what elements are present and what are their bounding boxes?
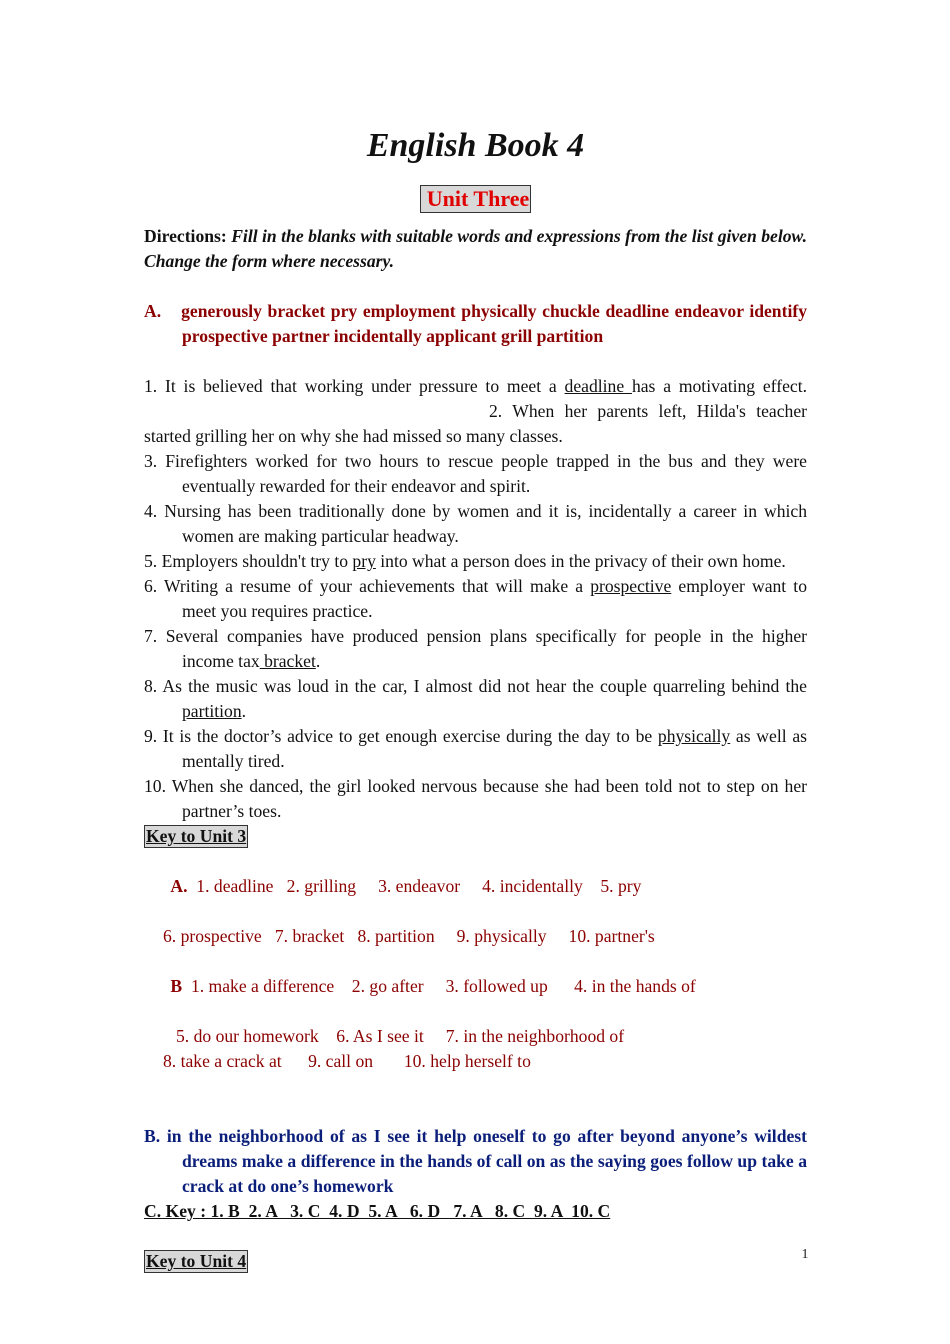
page-number: 1 xyxy=(801,1247,809,1262)
spacer xyxy=(144,1224,807,1249)
key-c: C. Key : 1. B 2. A 3. C 4. D 5. A 6. D 7. A 8. C 9. A 10. C xyxy=(144,1201,611,1221)
word-list-a-label: A. xyxy=(144,301,162,321)
spacer xyxy=(144,274,807,299)
answer-word: physically xyxy=(657,726,731,746)
directions xyxy=(144,224,807,274)
key-unit-4-heading xyxy=(144,1249,807,1274)
unit-heading: Unit Three xyxy=(420,185,531,213)
answer-word: prospective xyxy=(590,576,672,596)
document-body xyxy=(144,224,807,1274)
sentence-text: 9. It is the doctor’s advice to get enough exercise during the day to be xyxy=(144,726,658,746)
sentence-4: 4. Nursing has been traditionally done by women and it is, incidentally a career in which women are making particular headway. xyxy=(144,501,807,546)
key-3-b-label: B xyxy=(170,976,183,996)
sentence-text: as well as mentally tired. xyxy=(182,726,807,771)
key-3-b-line-2: 5. do our homework 6. As I see it 7. in the neighborhood of xyxy=(176,1026,625,1046)
key-3-a-line-1 xyxy=(144,849,807,924)
key-3-b-answers: 1. make a difference 2. go after 3. followed up 4. in the hands of xyxy=(182,976,696,996)
sentence-2: 2. When her parents left, Hilda's teacher started grilling her on why she had missed so many classes. xyxy=(144,401,807,446)
unit-heading-wrap xyxy=(144,185,807,213)
key-3-a-line-2: 6. prospective 7. bracket 8. partition 9. physically 10. partner's xyxy=(163,926,655,946)
word-list-b xyxy=(144,1124,807,1199)
sentence-1 xyxy=(144,374,807,449)
answer-word: bracket xyxy=(259,651,316,671)
sentence-8 xyxy=(144,674,807,724)
sentence-7 xyxy=(144,624,807,674)
key-3-a-label: A. xyxy=(170,876,188,896)
directions-text: Fill in the blanks with suitable words and expressions from the list given below. Change the form where necessary. xyxy=(144,226,807,271)
directions-label: Directions: xyxy=(144,226,227,246)
word-list-b-label: B. xyxy=(144,1126,161,1146)
sentence-text: 7. Several companies have produced pension plans specifically for people in the higher income tax xyxy=(144,626,807,671)
sentence-text: has a motivating effect. xyxy=(631,376,807,396)
spacer xyxy=(144,1074,807,1099)
sentence-9 xyxy=(144,724,807,774)
sentence-text: 5. Employers shouldn't try to xyxy=(144,551,353,571)
answer-word: deadline xyxy=(564,376,632,396)
key-unit-4-label: Key to Unit 4 xyxy=(146,1251,247,1271)
key-unit-3-heading xyxy=(144,824,807,849)
sentence-text: 1. It is believed that working under pressure to meet a xyxy=(144,376,565,396)
answer-word: partition xyxy=(182,701,242,721)
key-3-b-line-3: 8. take a crack at 9. call on 10. help herself to xyxy=(163,1051,531,1071)
sentence-3: 3. Firefighters worked for two hours to rescue people trapped in the bus and they were eventually rewarded for their endeavor and spirit. xyxy=(144,451,807,496)
sentence-text: . xyxy=(241,701,247,721)
sentence-text: . xyxy=(315,651,321,671)
answer-word: pry xyxy=(352,551,376,571)
word-list-a xyxy=(144,299,807,349)
sentence-5 xyxy=(144,549,807,574)
sentence-6 xyxy=(144,574,807,624)
spacer xyxy=(144,1099,807,1124)
spacer xyxy=(144,349,807,374)
sentence-text: 6. Writing a resume of your achievements that will make a xyxy=(144,576,591,596)
word-list-a-words: generously bracket pry employment physically chuckle deadline endeavor identify prospective partner incidentally applicant grill partition xyxy=(181,301,807,346)
sentence-text: into what a person does in the privacy of their own home. xyxy=(375,551,786,571)
sentence-text: employer want to meet you requires practice. xyxy=(182,576,807,621)
key-3-a-answers: 1. deadline 2. grilling 3. endeavor 4. incidentally 5. pry xyxy=(187,876,642,896)
sentence-text: 8. As the music was loud in the car, I almost did not hear the couple quarreling behind the xyxy=(144,676,807,696)
key-3-b-line-1 xyxy=(144,949,807,1024)
page-title: English Book 4 xyxy=(366,127,585,164)
word-list-b-words: in the neighborhood of as I see it help oneself to go after beyond anyone’s wildest dreams make a difference in the hands of call on as the saying goes follow up take a crack at do one’s homework xyxy=(160,1126,807,1196)
key-unit-3-label: Key to Unit 3 xyxy=(146,826,247,846)
sentence-10: 10. When she danced, the girl looked nervous because she had been told not to step on her partner’s toes. xyxy=(144,776,807,821)
